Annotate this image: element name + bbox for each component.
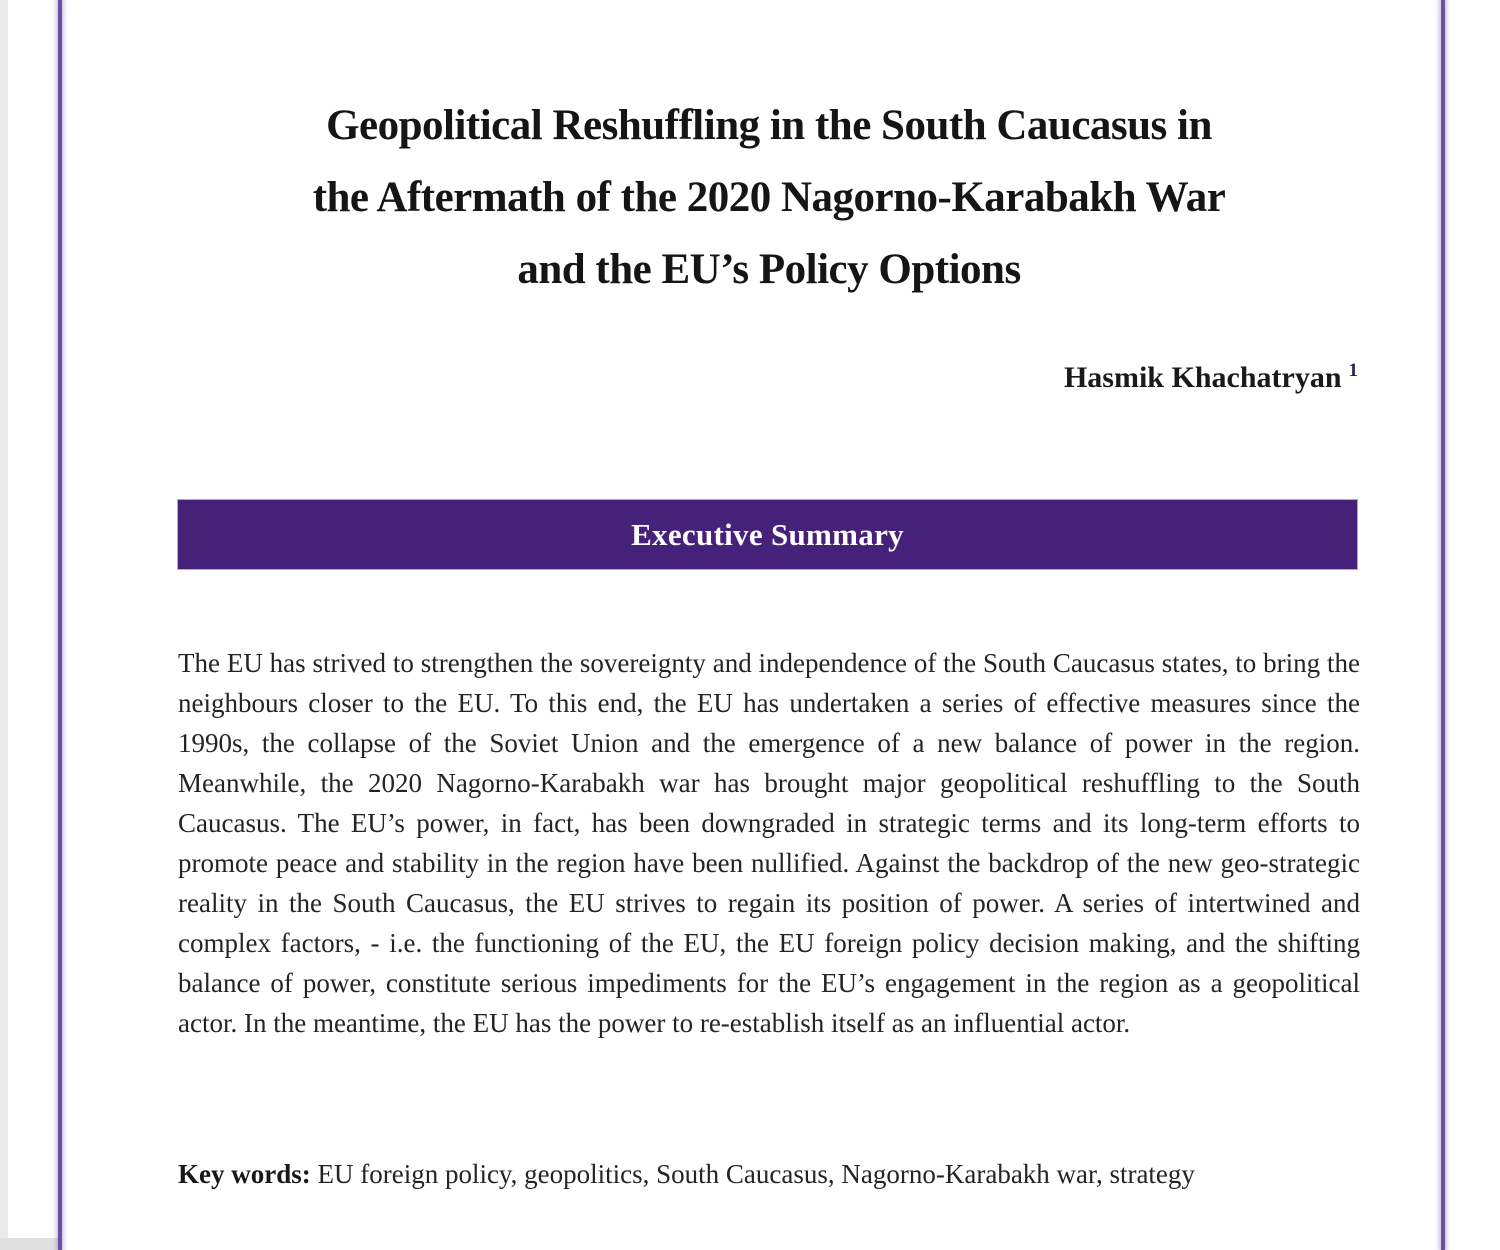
author-footnote-mark: 1 xyxy=(1348,360,1358,381)
left-border-rule xyxy=(58,0,62,1250)
keywords-label: Key words: xyxy=(178,1159,311,1189)
title-line-3: and the EU’s Policy Options xyxy=(517,246,1021,293)
right-border-rule xyxy=(1441,0,1445,1250)
title-line-2: the Aftermath of the 2020 Nagorno-Karabakh War xyxy=(312,174,1226,221)
title-line-1: Geopolitical Reshuffling in the South Caucasus in xyxy=(326,102,1212,149)
paper-content xyxy=(178,0,1360,1192)
page-bottom-left-edge xyxy=(0,1238,58,1250)
page-left-edge xyxy=(0,0,8,1250)
executive-summary-banner xyxy=(177,499,1358,570)
executive-summary-body: The EU has strived to strengthen the sovereignty and independence of the South Caucasus states, to bring the neighbours closer to the EU. To this end, the EU has undertaken a series of effective measures since the 1990s, the collapse of the Soviet Union and the emergence of a new balance of power in the region. Meanwhile, the 2020 Nagorno-Karabakh war has brought major geopolitical reshuffling to the South Caucasus. The EU’s power, in fact, has been downgraded in strategic terms and its long-term efforts to promote peace and stability in the region have been nullified. Against the backdrop of the new geo-strategic reality in the South Caucasus, the EU strives to regain its position of power. A series of intertwined and complex factors, - i.e. the functioning of the EU, the EU foreign policy decision making, and the shifting balance of power, constitute serious impediments for the EU’s engagement in the region as a geopolitical actor. In the meantime, the EU has the power to re-establish itself as an influential actor. xyxy=(178,648,1360,1038)
executive-summary-heading: Executive Summary xyxy=(631,516,904,552)
keywords-text: EU foreign policy, geopolitics, South Caucasus, Nagorno-Karabakh war, strategy xyxy=(317,1159,1195,1189)
keywords-line xyxy=(178,1156,1360,1192)
author-name: Hasmik Khachatryan xyxy=(1063,361,1342,394)
author-line xyxy=(178,352,1358,397)
paper-title xyxy=(178,90,1360,306)
